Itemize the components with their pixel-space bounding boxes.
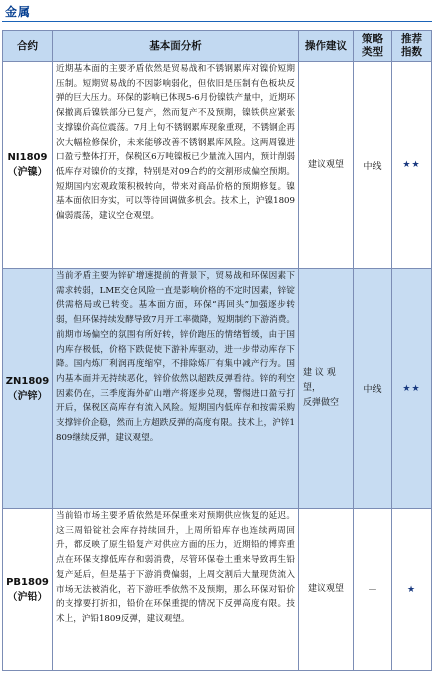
contract-name: （沪镍）	[7, 167, 48, 178]
table-header-row	[3, 31, 432, 62]
advice-line-1: 建 议 观	[303, 368, 336, 378]
header-strategy-line2: 类型	[362, 46, 383, 58]
rating-stars: ★★	[392, 269, 432, 509]
strategy-cell: 中线	[354, 62, 392, 269]
advice-line-2: 望，	[303, 383, 322, 393]
rating-stars: ★★	[392, 62, 432, 269]
contract-cell	[3, 269, 53, 509]
analysis-text: 当前矛盾主要为锌矿增速提前的背景下，贸易战和环保因素下需求转弱，LME交仓风险一直是影响价格的不定时因素，锌锭供需格局或已转变。基本面方面，环保“再回头”加强逐步转弱，但环保持续发酵导致7月开工率微降，短期制约下游消费。前期市场偏空的氛围有所好转，锌价跑压的情绪暂缓，由于国内库存极低，价格下跌促使下游补库驱动，进一步带动库存下降。国内炼厂利润再度缩窄，不排除炼厂有集中减产行为。国内基本面并无持续恶化，锌价依然以超跌反弹看待。锌的利空因素仍在，三季度海外矿山增产将逐步兑现，警惕进口盈亏打开后，保税区高库存有流入风险。短期国内低库存和按需采购支撑锌价企稳，然而上方超跌反弹的高度有限。技术上，沪锌1809继续反弹，建议观望。	[56, 271, 295, 443]
contract-code: NI1809	[7, 152, 48, 163]
strategy-cell: －	[354, 509, 392, 671]
contract-code: ZN1809	[5, 375, 50, 387]
section-title: 金属	[5, 5, 32, 19]
rating-stars: ★	[392, 509, 432, 671]
contract-cell	[3, 509, 53, 671]
advice-line-3: 反弹做空	[303, 398, 340, 408]
analysis-cell	[53, 62, 299, 269]
header-index-line1: 推荐	[401, 33, 422, 45]
header-contract: 合约	[3, 31, 53, 62]
advice-cell	[299, 269, 354, 509]
analysis-cell	[53, 269, 299, 509]
title-divider	[2, 21, 432, 22]
header-analysis: 基本面分析	[53, 31, 299, 62]
contract-name: （沪铅）	[7, 591, 48, 603]
header-index-line2: 指数	[401, 46, 422, 58]
analysis-text: 近期基本面的主要矛盾依然是贸易战和不锈钢累库对镍价短期压制。短期贸易战的不因影响弱化，但依旧是压制有色板块反弹的巨大压力。环保的影响已体现5-6月份镍铁产量中，近期环保撤离后镍铁部分已复产，然而复产不及预期，镍铁供应紧张支撑镍价高位震荡。7月上旬不锈钢累库现象重现，不锈钢企再次大幅检修保价，未来能够改善不锈钢累库风险。这两周镍进口盈亏整体打开，保税区6万吨镍板已少量流入国内，预计削弱低库存对镍价的支撑，特别是对09合约的交割形成偏空预期。短期国内宏观政策积极转向，带来对商品价格的预期修复。镍基本面依旧夯实，可以等待回调做多机会。技术上，沪镍1809偏弱震荡，建议空仓观望。	[56, 64, 295, 222]
header-strategy-line1: 策略	[362, 33, 383, 45]
advice-cell: 建议观望	[299, 62, 354, 269]
contract-cell	[3, 62, 53, 269]
metals-table	[2, 30, 432, 671]
contract-code: PB1809	[6, 576, 49, 588]
advice-cell: 建议观望	[299, 509, 354, 671]
table-row-ni1809	[3, 62, 432, 269]
header-index	[392, 31, 432, 62]
header-strategy	[354, 31, 392, 62]
contract-name: （沪锌）	[7, 390, 48, 402]
table-row-pb1809	[3, 509, 432, 671]
header-advice: 操作建议	[299, 31, 354, 62]
table-row-zn1809	[3, 269, 432, 509]
analysis-cell	[53, 509, 299, 671]
analysis-text: 当前铅市场主要矛盾依然是环保重来对预期供应恢复的延迟。这三周铅锭社会库存持续回升，上周所铅库存也连续两周回升，都反映了原生铅复产对供应方面的压力，近期铅的博弈重点在环保支撑低库存和弱消费，尽管环保卷土重来导致再生铅复产延后，但是基于下游消费偏弱，上周交割后大量现货流入市场无法被消化，若下游旺季依然不及预期，那么环保对铅价的支撑要打折扣，铅价在环保重提的情况下反弹高度有限。技术上，沪铅1809反弹，建议观望。	[56, 511, 295, 624]
strategy-cell: 中线	[354, 269, 392, 509]
